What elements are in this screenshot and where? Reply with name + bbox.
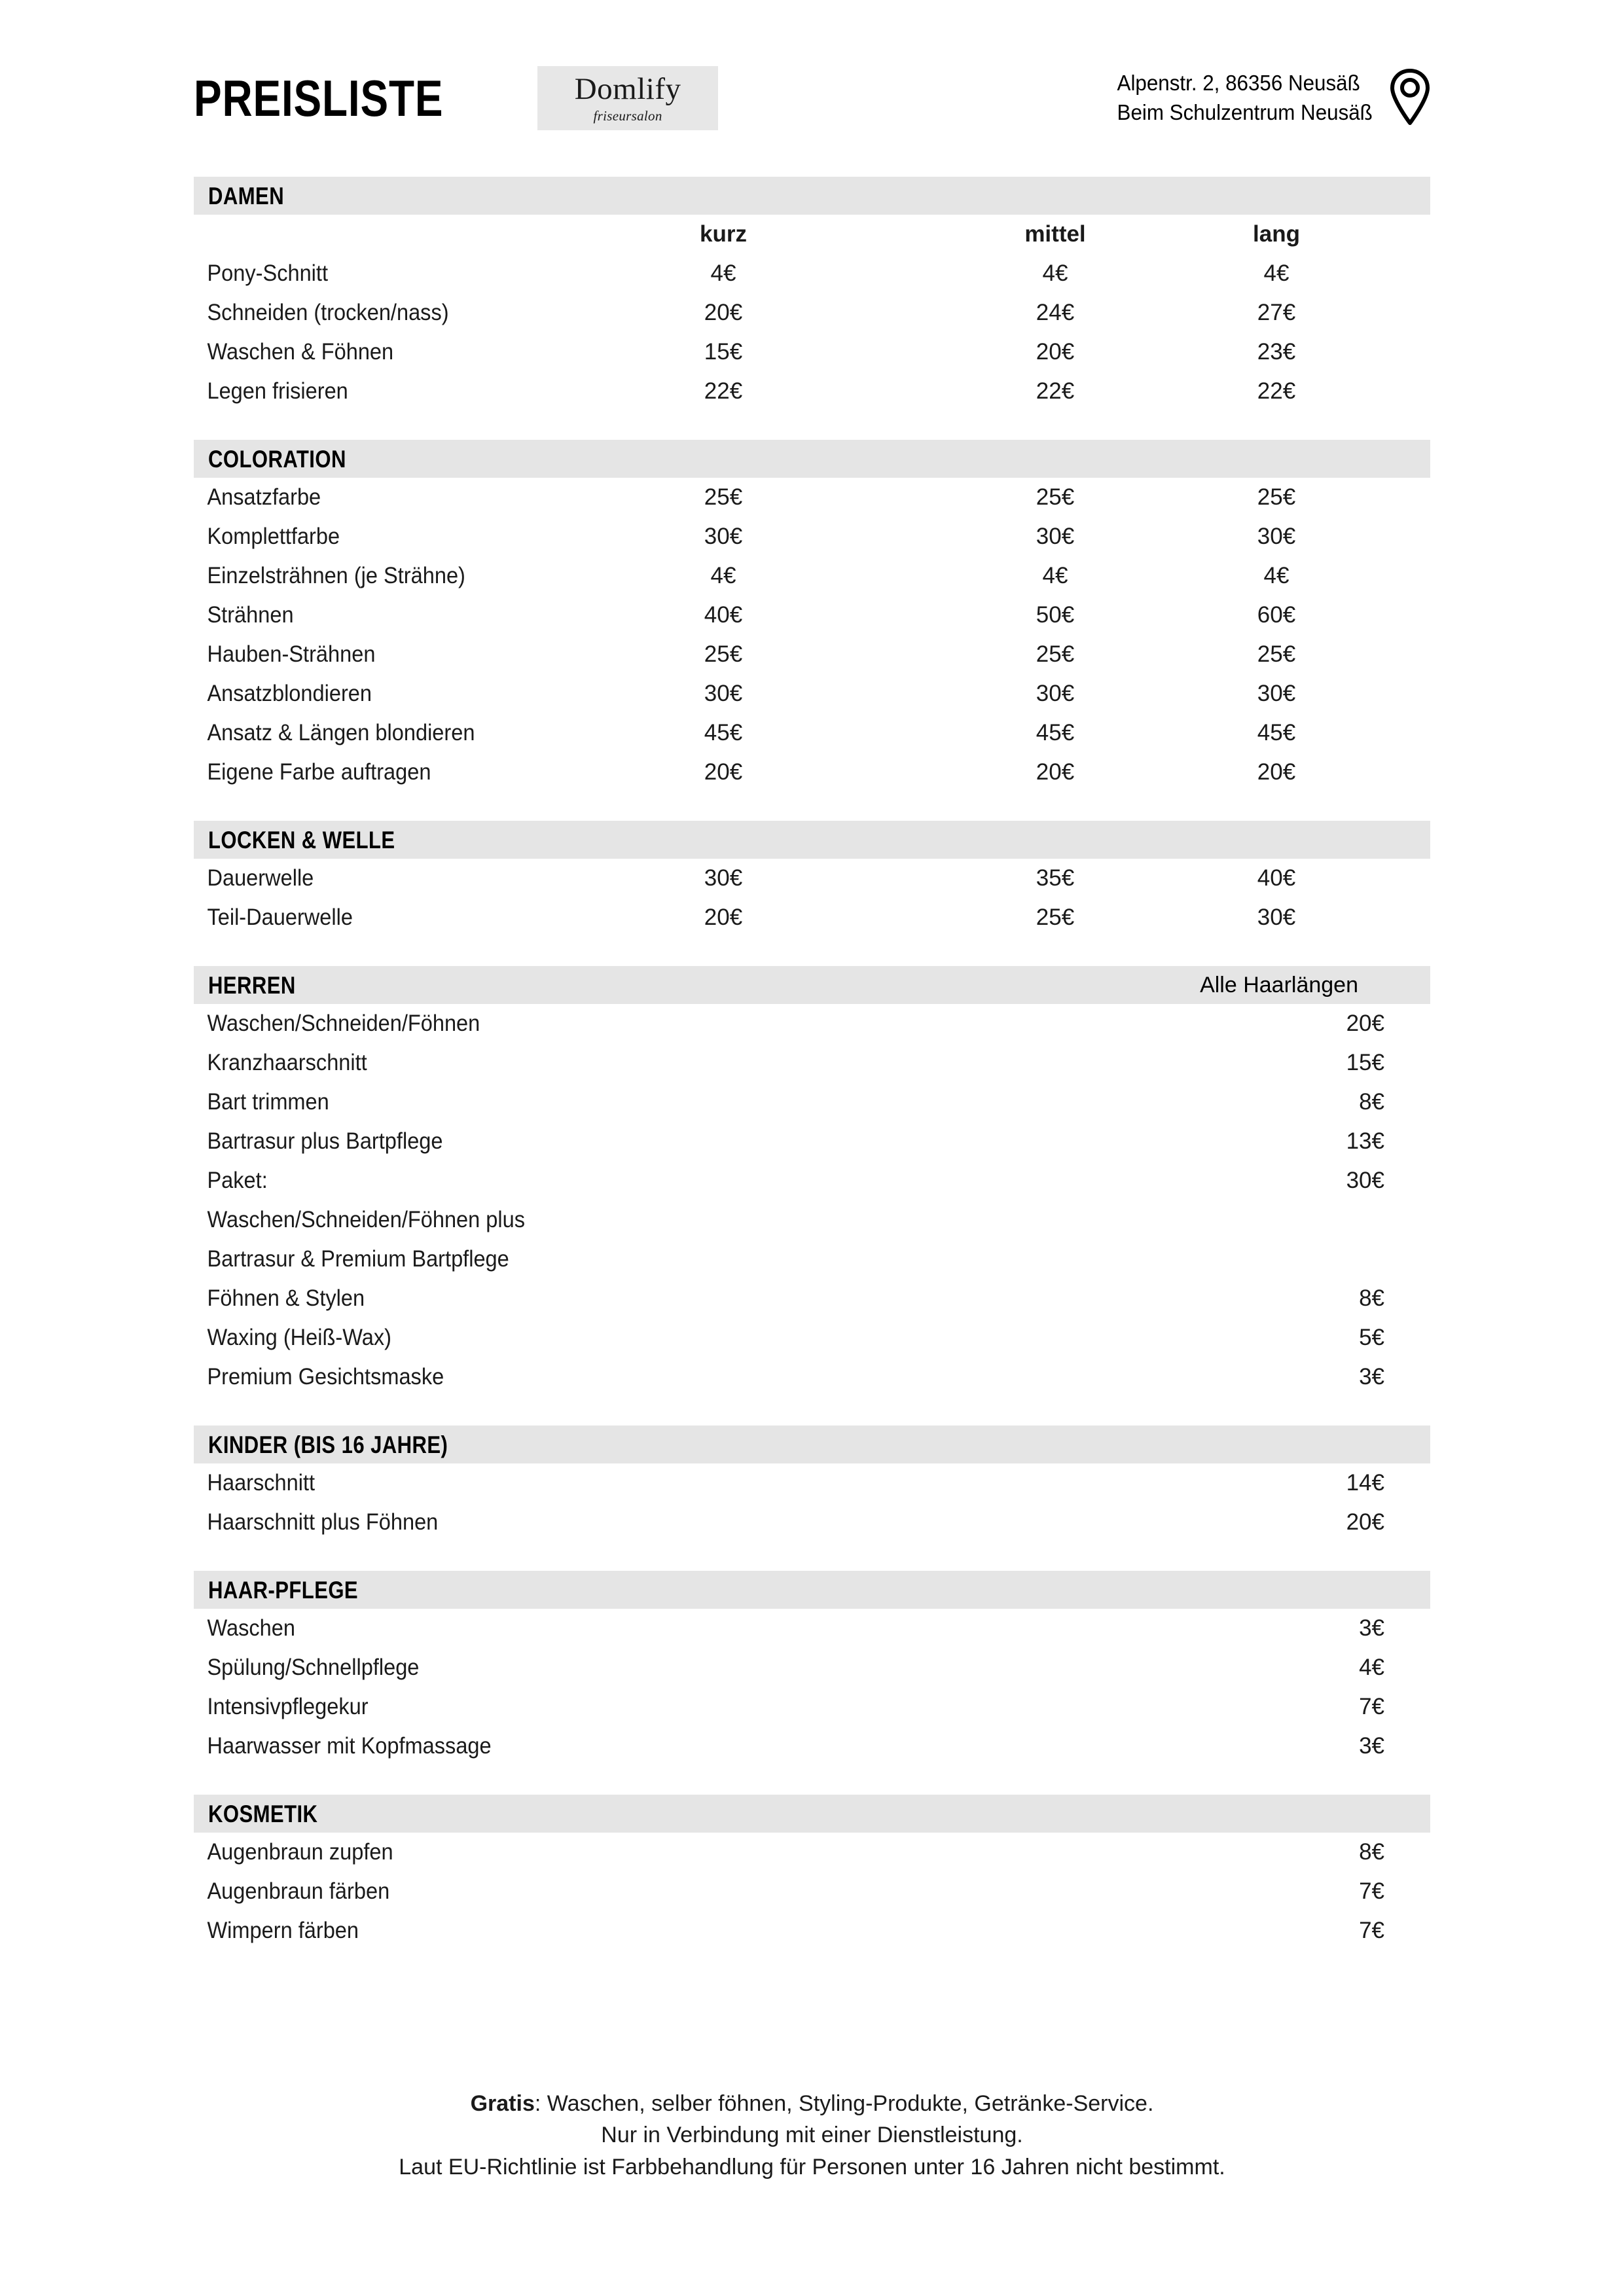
table-row <box>194 1122 1430 1161</box>
section-title: COLORATION <box>208 445 346 473</box>
service-price-lang: 60€ <box>1257 602 1296 628</box>
service-price: 4€ <box>1359 1655 1384 1680</box>
service-price-kurz: 30€ <box>704 865 743 891</box>
service-price-kurz: 25€ <box>704 641 743 667</box>
table-row <box>194 1687 1430 1727</box>
service-label: Strähnen <box>207 602 294 628</box>
table-row <box>194 1200 1430 1240</box>
table-row <box>194 635 1430 674</box>
service-price-mittel: 20€ <box>1036 339 1075 365</box>
table-row <box>194 1043 1430 1083</box>
section-header-kinder-bis-16-jahre <box>194 1426 1430 1463</box>
section-spacer <box>194 411 1430 440</box>
table-row <box>194 1833 1430 1872</box>
service-label: Bartrasur & Premium Bartpflege <box>207 1246 509 1272</box>
table-row <box>194 1911 1430 1950</box>
service-price-mittel: 45€ <box>1036 720 1075 745</box>
footer-gratis-label: Gratis <box>470 2091 535 2116</box>
table-row <box>194 478 1430 517</box>
service-price-kurz: 25€ <box>704 484 743 510</box>
section-header-haar-pflege <box>194 1571 1430 1609</box>
service-price-kurz: 30€ <box>704 524 743 549</box>
service-label: Ansatzblondieren <box>207 681 372 706</box>
footer-line-2: Nur in Verbindung mit einer Dienstleistung. <box>601 2123 1023 2148</box>
column-header-mittel: mittel <box>1024 221 1086 247</box>
service-price-lang: 30€ <box>1257 905 1296 930</box>
table-row <box>194 517 1430 556</box>
service-price-lang: 4€ <box>1263 260 1290 286</box>
address-block <box>1104 68 1430 129</box>
service-label: Bart trimmen <box>207 1089 329 1115</box>
service-price-lang: 4€ <box>1263 563 1290 588</box>
service-price-kurz: 4€ <box>710 563 736 588</box>
service-price-lang: 30€ <box>1257 524 1296 549</box>
table-row <box>194 713 1430 753</box>
service-label: Eigene Farbe auftragen <box>207 759 431 785</box>
service-label: Teil-Dauerwelle <box>207 905 353 930</box>
service-price-kurz: 22€ <box>704 378 743 404</box>
service-price-mittel: 24€ <box>1036 300 1075 325</box>
service-label: Waschen & Föhnen <box>207 339 394 365</box>
table-row <box>194 1727 1430 1766</box>
service-price-lang: 45€ <box>1257 720 1296 745</box>
service-label: Haarwasser mit Kopfmassage <box>207 1733 492 1759</box>
table-row <box>194 1318 1430 1357</box>
service-label: Bartrasur plus Bartpflege <box>207 1128 443 1154</box>
table-row <box>194 556 1430 596</box>
service-price: 8€ <box>1359 1285 1384 1311</box>
service-price: 15€ <box>1346 1050 1384 1075</box>
section-spacer <box>194 792 1430 821</box>
footer-line-3: Laut EU-Richtlinie ist Farbbehandlung für Personen unter 16 Jahren nicht bestimmt. <box>399 2154 1225 2179</box>
section-title: LOCKEN & WELLE <box>208 826 395 853</box>
service-label: Spülung/Schnellpflege <box>207 1655 420 1680</box>
table-row <box>194 1357 1430 1397</box>
service-price-kurz: 40€ <box>704 602 743 628</box>
service-price: 3€ <box>1359 1733 1384 1759</box>
service-price-lang: 30€ <box>1257 681 1296 706</box>
section-title: DAMEN <box>208 182 285 209</box>
service-price-lang: 40€ <box>1257 865 1296 891</box>
section-title: HERREN <box>208 971 296 999</box>
service-label: Paket: <box>207 1168 268 1193</box>
service-label: Hauben-Strähnen <box>207 641 376 667</box>
service-price-kurz: 15€ <box>704 339 743 365</box>
service-price-mittel: 20€ <box>1036 759 1075 785</box>
service-price-mittel: 30€ <box>1036 681 1075 706</box>
service-price-lang: 25€ <box>1257 484 1296 510</box>
service-price-mittel: 50€ <box>1036 602 1075 628</box>
service-price: 3€ <box>1359 1364 1384 1390</box>
service-price-mittel: 25€ <box>1036 484 1075 510</box>
service-price: 20€ <box>1346 1509 1384 1535</box>
service-label: Augenbraun zupfen <box>207 1839 393 1865</box>
section-title: KINDER (BIS 16 JAHRE) <box>208 1431 448 1458</box>
section-title: KOSMETIK <box>208 1800 318 1827</box>
document-header <box>194 46 1430 151</box>
table-row <box>194 372 1430 411</box>
footer-notes <box>194 2088 1430 2183</box>
table-row <box>194 674 1430 713</box>
service-label: Waschen/Schneiden/Föhnen plus <box>207 1207 526 1232</box>
section-spacer <box>194 1397 1430 1426</box>
table-row <box>194 1240 1430 1279</box>
service-price: 8€ <box>1359 1839 1384 1865</box>
table-row <box>194 1609 1430 1648</box>
address-line-1: Alpenstr. 2, 86356 Neusäß <box>1117 71 1360 96</box>
service-label: Augenbraun färben <box>207 1878 390 1904</box>
section-header-kosmetik <box>194 1795 1430 1833</box>
footer-line-1 <box>194 2088 1430 2119</box>
service-label: Föhnen & Stylen <box>207 1285 365 1311</box>
service-price: 20€ <box>1346 1011 1384 1036</box>
column-header-kurz: kurz <box>700 221 747 247</box>
service-price-lang: 22€ <box>1257 378 1296 404</box>
service-label: Dauerwelle <box>207 865 314 891</box>
service-label: Legen frisieren <box>207 378 348 404</box>
service-price: 7€ <box>1359 1694 1384 1719</box>
service-price-kurz: 20€ <box>704 905 743 930</box>
table-row <box>194 1648 1430 1687</box>
service-label: Komplettfarbe <box>207 524 340 549</box>
salon-logo <box>537 66 718 130</box>
table-row <box>194 898 1430 937</box>
service-price: 13€ <box>1346 1128 1384 1154</box>
service-price-mittel: 30€ <box>1036 524 1075 549</box>
service-price-lang: 23€ <box>1257 339 1296 365</box>
service-price: 14€ <box>1346 1470 1384 1496</box>
service-label: Wimpern färben <box>207 1918 359 1943</box>
section-spacer <box>194 1542 1430 1571</box>
table-row <box>194 596 1430 635</box>
service-price-kurz: 45€ <box>704 720 743 745</box>
service-label: Ansatzfarbe <box>207 484 321 510</box>
address-line-2: Beim Schulzentrum Neusäß <box>1117 100 1373 124</box>
column-header-lang: lang <box>1253 221 1300 247</box>
page-title: PREISLISTE <box>194 69 444 127</box>
service-label: Ansatz & Längen blondieren <box>207 720 475 745</box>
table-row <box>194 1503 1430 1542</box>
service-price-mittel: 4€ <box>1042 260 1068 286</box>
section-header-coloration <box>194 440 1430 478</box>
service-price-mittel: 25€ <box>1036 641 1075 667</box>
price-table <box>194 177 1430 1950</box>
service-price: 8€ <box>1359 1089 1384 1115</box>
table-row <box>194 753 1430 792</box>
service-price-lang: 25€ <box>1257 641 1296 667</box>
service-label: Waxing (Heiß-Wax) <box>207 1325 391 1350</box>
section-spacer <box>194 1766 1430 1795</box>
service-label: Premium Gesichtsmaske <box>207 1364 444 1390</box>
service-price-kurz: 20€ <box>704 300 743 325</box>
column-header-row <box>194 215 1430 254</box>
service-label: Pony-Schnitt <box>207 260 329 286</box>
location-pin-icon <box>1390 68 1430 129</box>
table-row <box>194 332 1430 372</box>
table-row <box>194 254 1430 293</box>
logo-subtitle: friseursalon <box>593 107 662 124</box>
service-label: Einzelsträhnen (je Strähne) <box>207 563 465 588</box>
section-header-herren <box>194 966 1430 1004</box>
table-row <box>194 293 1430 332</box>
logo-name: Domlify <box>574 71 681 106</box>
service-price: 5€ <box>1359 1325 1384 1350</box>
section-spacer <box>194 937 1430 966</box>
service-price: 7€ <box>1359 1878 1384 1904</box>
footer-gratis-rest: : Waschen, selber föhnen, Styling-Produkte, Getränke-Service. <box>534 2091 1154 2116</box>
service-price-lang: 27€ <box>1257 300 1296 325</box>
table-row <box>194 1083 1430 1122</box>
table-row <box>194 1463 1430 1503</box>
service-label: Waschen/Schneiden/Föhnen <box>207 1011 480 1036</box>
address-text <box>1117 69 1373 127</box>
section-title: HAAR-PFLEGE <box>208 1576 359 1604</box>
service-price: 30€ <box>1346 1168 1384 1193</box>
service-price-mittel: 4€ <box>1042 563 1068 588</box>
service-price: 3€ <box>1359 1615 1384 1641</box>
service-price-mittel: 35€ <box>1036 865 1075 891</box>
service-label: Schneiden (trocken/nass) <box>207 300 449 325</box>
service-label: Kranzhaarschnitt <box>207 1050 367 1075</box>
service-label: Haarschnitt plus Föhnen <box>207 1509 439 1535</box>
service-label: Haarschnitt <box>207 1470 316 1496</box>
service-price: 7€ <box>1359 1918 1384 1943</box>
service-price-lang: 20€ <box>1257 759 1296 785</box>
service-price-mittel: 22€ <box>1036 378 1075 404</box>
table-row <box>194 1161 1430 1200</box>
section-note: Alle Haarlängen <box>1200 973 1358 997</box>
table-row <box>194 1279 1430 1318</box>
table-row <box>194 1004 1430 1043</box>
table-row <box>194 859 1430 898</box>
service-price-kurz: 20€ <box>704 759 743 785</box>
service-price-kurz: 30€ <box>704 681 743 706</box>
table-row <box>194 1872 1430 1911</box>
service-price-mittel: 25€ <box>1036 905 1075 930</box>
service-label: Waschen <box>207 1615 295 1641</box>
service-label: Intensivpflegekur <box>207 1694 369 1719</box>
section-header-damen <box>194 177 1430 215</box>
service-price-kurz: 4€ <box>710 260 736 286</box>
section-header-locken-welle <box>194 821 1430 859</box>
